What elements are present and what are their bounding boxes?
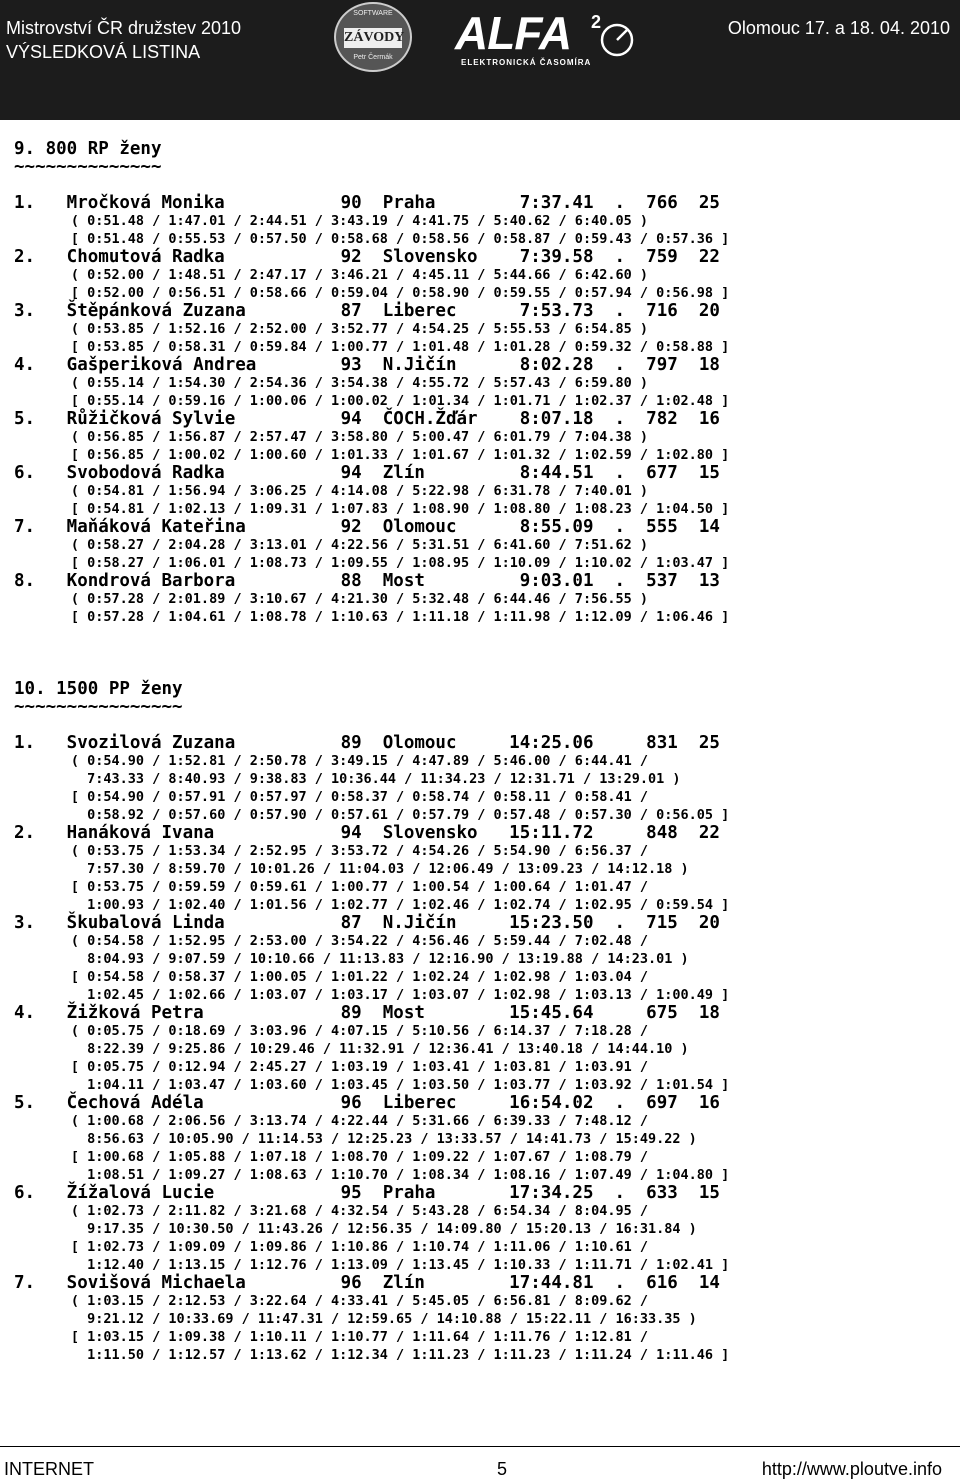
alfa2-logo: [455, 8, 635, 74]
blank-line: [14, 662, 729, 680]
split-times-line: ( 0:53.75 / 1:53.34 / 2:52.95 / 3:53.72 / 4:54.26 / 5:54.90 / 6:56.37 /: [14, 843, 648, 859]
page-header: [0, 0, 960, 120]
split-times-line: ( 0:54.81 / 1:56.94 / 3:06.25 / 4:14.08 / 5:22.98 / 6:31.78 / 7:40.01 ): [14, 483, 648, 499]
result-row: 5. Růžičková Sylvie 94 ČOCH.Žďár 8:07.18 . 782 16: [14, 409, 720, 429]
split-times-line: [ 0:57.28 / 1:04.61 / 1:08.78 / 1:10.63 / 1:11.18 / 1:11.98 / 1:12.09 / 1:06.46 ]: [14, 609, 730, 625]
split-times-line: [ 1:03.15 / 1:09.38 / 1:10.11 / 1:10.77 / 1:11.64 / 1:11.76 / 1:12.81 /: [14, 1329, 648, 1345]
result-row: 2. Hanáková Ivana 94 Slovensko 15:11.72 848 22: [14, 823, 720, 843]
result-row: 2. Chomutová Radka 92 Slovensko 7:39.58 . 759 22: [14, 247, 720, 267]
split-times-line: ( 0:52.00 / 1:48.51 / 2:47.17 / 3:46.21 / 4:45.11 / 5:44.66 / 6:42.60 ): [14, 267, 648, 283]
split-times-line: ( 0:56.85 / 1:56.87 / 2:57.47 / 3:58.80 / 5:00.47 / 6:01.79 / 7:04.38 ): [14, 429, 648, 445]
result-row: 8. Kondrová Barbora 88 Most 9:03.01 . 537 13: [14, 571, 720, 591]
split-times-line: ( 1:02.73 / 2:11.82 / 3:21.68 / 4:32.54 / 5:43.28 / 6:54.34 / 8:04.95 /: [14, 1203, 648, 1219]
split-times-line: ( 0:53.85 / 1:52.16 / 2:52.00 / 3:52.77 / 4:54.25 / 5:55.53 / 6:54.85 ): [14, 321, 648, 337]
blank-line: [14, 626, 729, 644]
split-times-line: [ 0:54.58 / 0:58.37 / 1:00.05 / 1:01.22 / 1:02.24 / 1:02.98 / 1:03.04 /: [14, 969, 648, 985]
split-times-line: ( 0:57.28 / 2:01.89 / 3:10.67 / 4:21.30 / 5:32.48 / 6:44.46 / 7:56.55 ): [14, 591, 648, 607]
result-row: 4. Žižková Petra 89 Most 15:45.64 675 18: [14, 1003, 720, 1023]
split-times-line: [ 1:00.68 / 1:05.88 / 1:07.18 / 1:08.70 / 1:09.22 / 1:07.67 / 1:08.79 /: [14, 1149, 648, 1165]
split-times-line: ( 0:55.14 / 1:54.30 / 2:54.36 / 3:54.38 / 4:55.72 / 5:57.43 / 6:59.80 ): [14, 375, 648, 391]
alfa2-logo-sub: ELEKTRONICKÁ ČASOMÍRA: [461, 58, 592, 67]
result-row: 7. Sovišová Michaela 96 Zlín 17:44.81 . 616 14: [14, 1273, 720, 1293]
header-place-date: Olomouc 17. a 18. 04. 2010: [727, 18, 950, 38]
result-row: 4. Gašperiková Andrea 93 N.Jičín 8:02.28 . 797 18: [14, 355, 720, 375]
split-times-line: 1:08.51 / 1:09.27 / 1:08.63 / 1:10.70 / 1:08.34 / 1:08.16 / 1:07.49 / 1:04.80 ]: [14, 1167, 730, 1183]
split-times-line: ( 0:05.75 / 0:18.69 / 3:03.96 / 4:07.15 / 5:10.56 / 6:14.37 / 7:18.28 /: [14, 1023, 648, 1039]
split-times-line: 8:04.93 / 9:07.59 / 10:10.66 / 11:13.83 / 12:16.90 / 13:19.88 / 14:23.01 ): [14, 951, 689, 967]
split-times-line: 1:04.11 / 1:03.47 / 1:03.60 / 1:03.45 / 1:03.50 / 1:03.77 / 1:03.92 / 1:01.54 ]: [14, 1077, 730, 1093]
header-title: [6, 16, 241, 64]
alfa2-logo-main: ALFA: [455, 7, 572, 59]
split-times-line: 1:12.40 / 1:13.15 / 1:12.76 / 1:13.09 / 1:13.45 / 1:10.33 / 1:11.71 / 1:02.41 ]: [14, 1257, 730, 1273]
page-footer: [0, 1446, 960, 1483]
split-times-line: [ 0:51.48 / 0:55.53 / 0:57.50 / 0:58.68 / 0:58.56 / 0:58.87 / 0:59.43 / 0:57.36 ]: [14, 231, 730, 247]
split-times-line: 7:43.33 / 8:40.93 / 9:38.83 / 10:36.44 / 11:34.23 / 12:31.71 / 13:29.01 ): [14, 771, 681, 787]
split-times-line: [ 0:53.75 / 0:59.59 / 0:59.61 / 1:00.77 / 1:00.54 / 1:00.64 / 1:01.47 /: [14, 879, 648, 895]
result-row: 3. Štěpánková Zuzana 87 Liberec 7:53.73 . 716 20: [14, 301, 720, 321]
zavody-logo-top: SOFTWARE: [353, 10, 393, 17]
zavody-logo-main: ZÁVODY: [344, 28, 402, 48]
split-times-line: 1:11.50 / 1:12.57 / 1:13.62 / 1:12.34 / 1:11.23 / 1:11.23 / 1:11.24 / 1:11.46 ]: [14, 1347, 730, 1363]
stopwatch-icon: [597, 20, 637, 60]
split-times-line: [ 0:55.14 / 0:59.16 / 1:00.06 / 1:00.02 / 1:01.34 / 1:01.71 / 1:02.37 / 1:02.48 ]: [14, 393, 730, 409]
result-row: 1. Mročková Monika 90 Praha 7:37.41 . 766 25: [14, 193, 720, 213]
split-times-line: [ 0:54.90 / 0:57.91 / 0:57.97 / 0:58.37 / 0:58.74 / 0:58.11 / 0:58.41 /: [14, 789, 648, 805]
split-times-line: ( 0:54.58 / 1:52.95 / 2:53.00 / 3:54.22 / 4:56.46 / 5:59.44 / 7:02.48 /: [14, 933, 648, 949]
split-times-line: 8:22.39 / 9:25.86 / 10:29.46 / 11:32.91 / 12:36.41 / 13:40.18 / 14:44.10 ): [14, 1041, 689, 1057]
footer-source: INTERNET: [4, 1459, 94, 1479]
split-times-line: [ 0:56.85 / 1:00.02 / 1:00.60 / 1:01.33 / 1:01.67 / 1:01.32 / 1:02.59 / 1:02.80 ]: [14, 447, 730, 463]
result-row: 3. Škubalová Linda 87 N.Jičín 15:23.50 . 715 20: [14, 913, 720, 933]
split-times-line: ( 0:54.90 / 1:52.81 / 2:50.78 / 3:49.15 / 4:47.89 / 5:46.00 / 6:44.41 /: [14, 753, 648, 769]
result-row: 6. Svobodová Radka 94 Zlín 8:44.51 . 677 15: [14, 463, 720, 483]
results-listing: [14, 140, 729, 1364]
page-number: 5: [497, 1459, 508, 1479]
split-times-line: 7:57.30 / 8:59.70 / 10:01.26 / 11:04.03 / 12:06.49 / 13:09.23 / 14:12.18 ): [14, 861, 689, 877]
split-times-line: [ 1:02.73 / 1:09.09 / 1:09.86 / 1:10.86 / 1:10.74 / 1:11.06 / 1:10.61 /: [14, 1239, 648, 1255]
split-times-line: [ 0:52.00 / 0:56.51 / 0:58.66 / 0:59.04 / 0:58.90 / 0:59.55 / 0:57.94 / 0:56.98 ]: [14, 285, 730, 301]
section-title-line: ~~~~~~~~~~~~~~~~: [14, 697, 183, 717]
split-times-line: [ 0:54.81 / 1:02.13 / 1:09.31 / 1:07.83 / 1:08.90 / 1:08.80 / 1:08.23 / 1:04.50 ]: [14, 501, 730, 517]
split-times-line: ( 1:03.15 / 2:12.53 / 3:22.64 / 4:33.41 / 5:45.05 / 6:56.81 / 8:09.62 /: [14, 1293, 648, 1309]
result-row: 1. Svozilová Zuzana 89 Olomouc 14:25.06 831 25: [14, 733, 720, 753]
alfa2-logo-sup: 2: [591, 12, 602, 32]
zavody-logo: [334, 2, 412, 72]
split-times-line: ( 1:00.68 / 2:06.56 / 3:13.74 / 4:22.44 / 5:31.66 / 6:39.33 / 7:48.12 /: [14, 1113, 648, 1129]
split-times-line: [ 0:58.27 / 1:06.01 / 1:08.73 / 1:09.55 / 1:08.95 / 1:10.09 / 1:10.02 / 1:03.47 ]: [14, 555, 730, 571]
result-row: 5. Čechová Adéla 96 Liberec 16:54.02 . 697 16: [14, 1093, 720, 1113]
section-title-line: 9. 800 RP ženy: [14, 139, 162, 159]
zavody-logo-bottom: Petr Čermák: [353, 54, 393, 61]
split-times-line: 0:58.92 / 0:57.60 / 0:57.90 / 0:57.61 / 0:57.79 / 0:57.48 / 0:57.30 / 0:56.05 ]: [14, 807, 730, 823]
section-title-line: ~~~~~~~~~~~~~~: [14, 157, 162, 177]
split-times-line: ( 0:51.48 / 1:47.01 / 2:44.51 / 3:43.19 / 4:41.75 / 5:40.62 / 6:40.05 ): [14, 213, 648, 229]
blank-line: [14, 716, 729, 734]
split-times-line: 9:17.35 / 10:30.50 / 11:43.26 / 12:56.35 / 14:09.80 / 15:20.13 / 16:31.84 ): [14, 1221, 697, 1237]
footer-url[interactable]: http://www.ploutve.info: [761, 1459, 942, 1479]
split-times-line: [ 0:05.75 / 0:12.94 / 2:45.27 / 1:03.19 / 1:03.41 / 1:03.81 / 1:03.91 /: [14, 1059, 648, 1075]
split-times-line: 9:21.12 / 10:33.69 / 11:47.31 / 12:59.65 / 14:10.88 / 15:22.11 / 16:33.35 ): [14, 1311, 697, 1327]
championship-title: Mistrovství ČR družstev 2010: [6, 18, 242, 38]
section-title-line: 10. 1500 PP ženy: [14, 679, 183, 699]
blank-line: [14, 644, 729, 662]
result-row: 6. Žížalová Lucie 95 Praha 17:34.25 . 633 15: [14, 1183, 720, 1203]
split-times-line: 1:00.93 / 1:02.40 / 1:01.56 / 1:02.77 / 1:02.46 / 1:02.74 / 1:02.95 / 0:59.54 ]: [14, 897, 730, 913]
split-times-line: [ 0:53.85 / 0:58.31 / 0:59.84 / 1:00.77 / 1:01.48 / 1:01.28 / 0:59.32 / 0:58.88 ]: [14, 339, 730, 355]
result-row: 7. Maňáková Kateřina 92 Olomouc 8:55.09 . 555 14: [14, 517, 720, 537]
split-times-line: 1:02.45 / 1:02.66 / 1:03.07 / 1:03.17 / 1:03.07 / 1:02.98 / 1:03.13 / 1:00.49 ]: [14, 987, 730, 1003]
results-list-title: VÝSLEDKOVÁ LISTINA: [6, 42, 201, 62]
split-times-line: ( 0:58.27 / 2:04.28 / 3:13.01 / 4:22.56 / 5:31.51 / 6:41.60 / 7:51.62 ): [14, 537, 648, 553]
blank-line: [14, 176, 729, 194]
split-times-line: 8:56.63 / 10:05.90 / 11:14.53 / 12:25.23 / 13:33.57 / 14:41.73 / 15:49.22 ): [14, 1131, 697, 1147]
